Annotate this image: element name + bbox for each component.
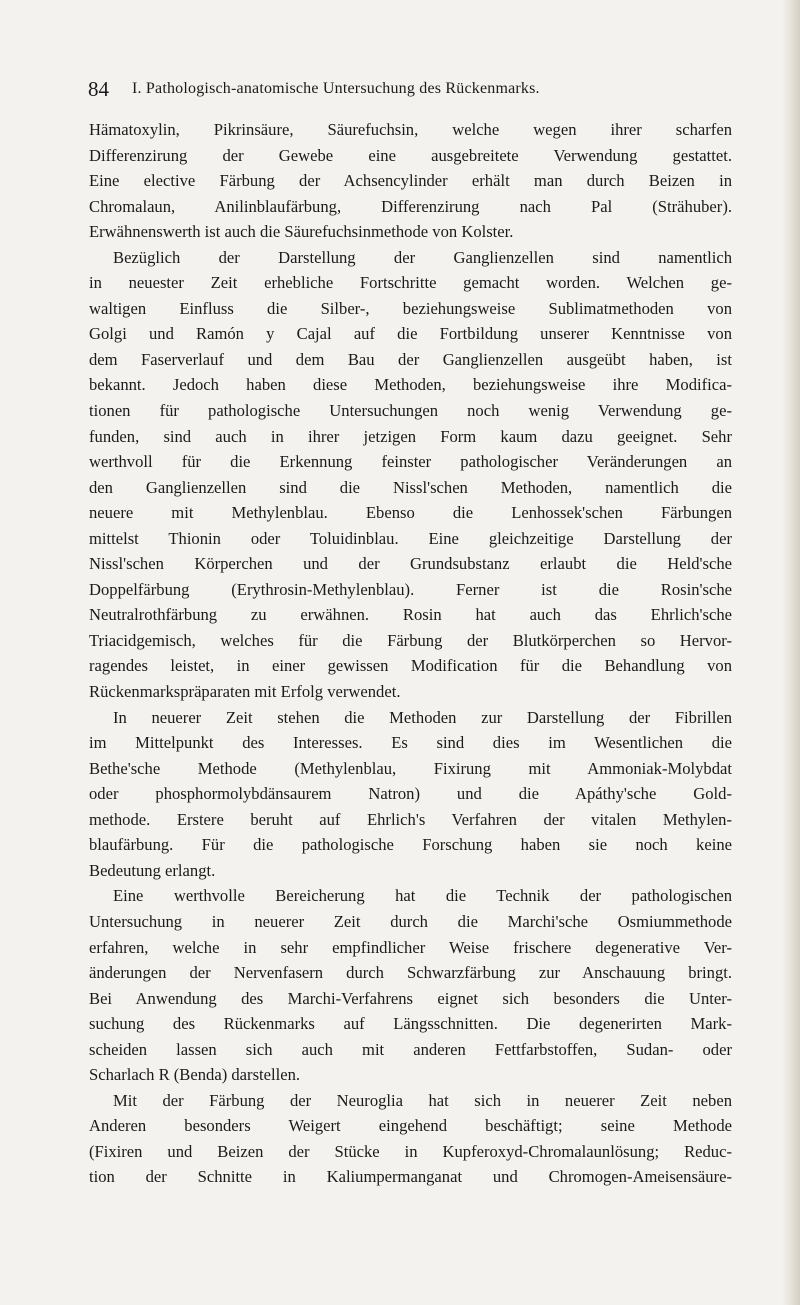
text-line: waltigen Einfluss die Silber-, beziehungsweise Sublimatmethoden von: [89, 298, 732, 318]
text-line: scheiden lassen sich auch mit anderen Fettfarbstoffen, Sudan- oder: [89, 1039, 732, 1059]
text-line: (Fixiren und Beizen der Stücke in Kupferoxyd-Chromalaunlösung; Reduc-: [89, 1141, 732, 1161]
body-text: [89, 117, 732, 1190]
text-line: funden, sind auch in ihrer jetzigen Form kaum dazu geeignet. Sehr: [89, 426, 732, 446]
text-line: dem Faserverlauf und dem Bau der Ganglienzellen ausgeübt haben, ist: [89, 349, 732, 369]
text-line: Triacidgemisch, welches für die Färbung der Blutkörperchen so Hervor-: [89, 630, 732, 650]
text-line: Bezüglich der Darstellung der Ganglienzellen sind namentlich: [113, 247, 732, 267]
text-line: erfahren, welche in sehr empfindlicher Weise frischere degenerative Ver-: [89, 937, 732, 957]
text-line: Rückenmarkspräparaten mit Erfolg verwendet.: [89, 682, 401, 702]
text-line: bekannt. Jedoch haben diese Methoden, beziehungsweise ihre Modifica-: [89, 375, 732, 395]
text-line: Nissl'schen Körperchen und der Grundsubstanz erlaubt die Held'sche: [89, 554, 732, 574]
text-line: Erwähnenswerth ist auch die Säurefuchsinmethode von Kolster.: [89, 222, 514, 242]
text-line: Eine werthvolle Bereicherung hat die Technik der pathologischen: [113, 886, 732, 906]
page-header: [88, 76, 728, 102]
text-line: Bedeutung erlangt.: [89, 860, 216, 880]
text-line: Bei Anwendung des Marchi-Verfahrens eignet sich besonders die Unter-: [89, 988, 732, 1008]
text-line: blaufärbung. Für die pathologische Forschung haben sie noch keine: [89, 835, 732, 855]
text-line: Neutralrothfärbung zu erwähnen. Rosin hat auch das Ehrlich'sche: [89, 605, 732, 625]
text-line: den Ganglienzellen sind die Nissl'schen Methoden, namentlich die: [89, 477, 732, 497]
page-edge: [782, 0, 800, 1305]
text-line: ragendes leistet, in einer gewissen Modification für die Behandlung von: [89, 656, 732, 676]
text-line: Doppelfärbung (Erythrosin-Methylenblau). Ferner ist die Rosin'sche: [89, 579, 732, 599]
text-line: werthvoll für die Erkennung feinster pathologischer Veränderungen an: [89, 452, 732, 472]
text-line: methode. Erstere beruht auf Ehrlich's Verfahren der vitalen Methylen-: [89, 809, 732, 829]
text-line: neuere mit Methylenblau. Ebenso die Lenhossek'schen Färbungen: [89, 503, 732, 523]
text-line: in neuester Zeit erhebliche Fortschritte gemacht worden. Welchen ge-: [89, 273, 732, 293]
text-line: Hämatoxylin, Pikrinsäure, Säurefuchsin, welche wegen ihrer scharfen: [89, 120, 732, 139]
running-title: I. Pathologisch-anatomische Untersuchung des Rückenmarks.: [132, 80, 540, 97]
text-line: Bethe'sche Methode (Methylenblau, Fixirung mit Ammoniak-Molybdat: [89, 758, 732, 778]
text-line: mittelst Thionin oder Toluidinblau. Eine gleichzeitige Darstellung der: [89, 528, 732, 548]
text-line: tionen für pathologische Untersuchungen noch wenig Verwendung ge-: [89, 401, 732, 421]
text-line: Eine elective Färbung der Achsencylinder erhält man durch Beizen in: [89, 171, 732, 191]
text-line: In neuerer Zeit stehen die Methoden zur Darstellung der Fibrillen: [113, 707, 732, 727]
text-line: änderungen der Nervenfasern durch Schwarzfärbung zur Anschauung bringt.: [89, 963, 732, 983]
text-line: oder phosphormolybdänsaurem Natron) und die Apáthy'sche Gold-: [89, 784, 732, 804]
text-line: Golgi und Ramón y Cajal auf die Fortbildung unserer Kenntnisse von: [89, 324, 732, 344]
text-line: Scharlach R (Benda) darstellen.: [89, 1065, 301, 1085]
text-line: Untersuchung in neuerer Zeit durch die Marchi'sche Osmiummethode: [89, 911, 732, 931]
text-line: Chromalaun, Anilinblaufärbung, Differenzirung nach Pal (Strähuber).: [89, 196, 732, 216]
text-line: Differenzirung der Gewebe eine ausgebreitete Verwendung gestattet.: [89, 145, 732, 165]
text-line: suchung des Rückenmarks auf Längsschnitten. Die degenerirten Mark-: [89, 1014, 732, 1034]
page-number: 84: [88, 77, 109, 101]
text-line: Anderen besonders Weigert eingehend beschäftigt; seine Methode: [89, 1116, 732, 1136]
text-line: Mit der Färbung der Neuroglia hat sich in neuerer Zeit neben: [113, 1090, 732, 1110]
text-line: tion der Schnitte in Kaliumpermanganat und Chromogen-Ameisensäure-: [89, 1167, 732, 1187]
text-line: im Mittelpunkt des Interesses. Es sind dies im Wesentlichen die: [89, 733, 732, 753]
